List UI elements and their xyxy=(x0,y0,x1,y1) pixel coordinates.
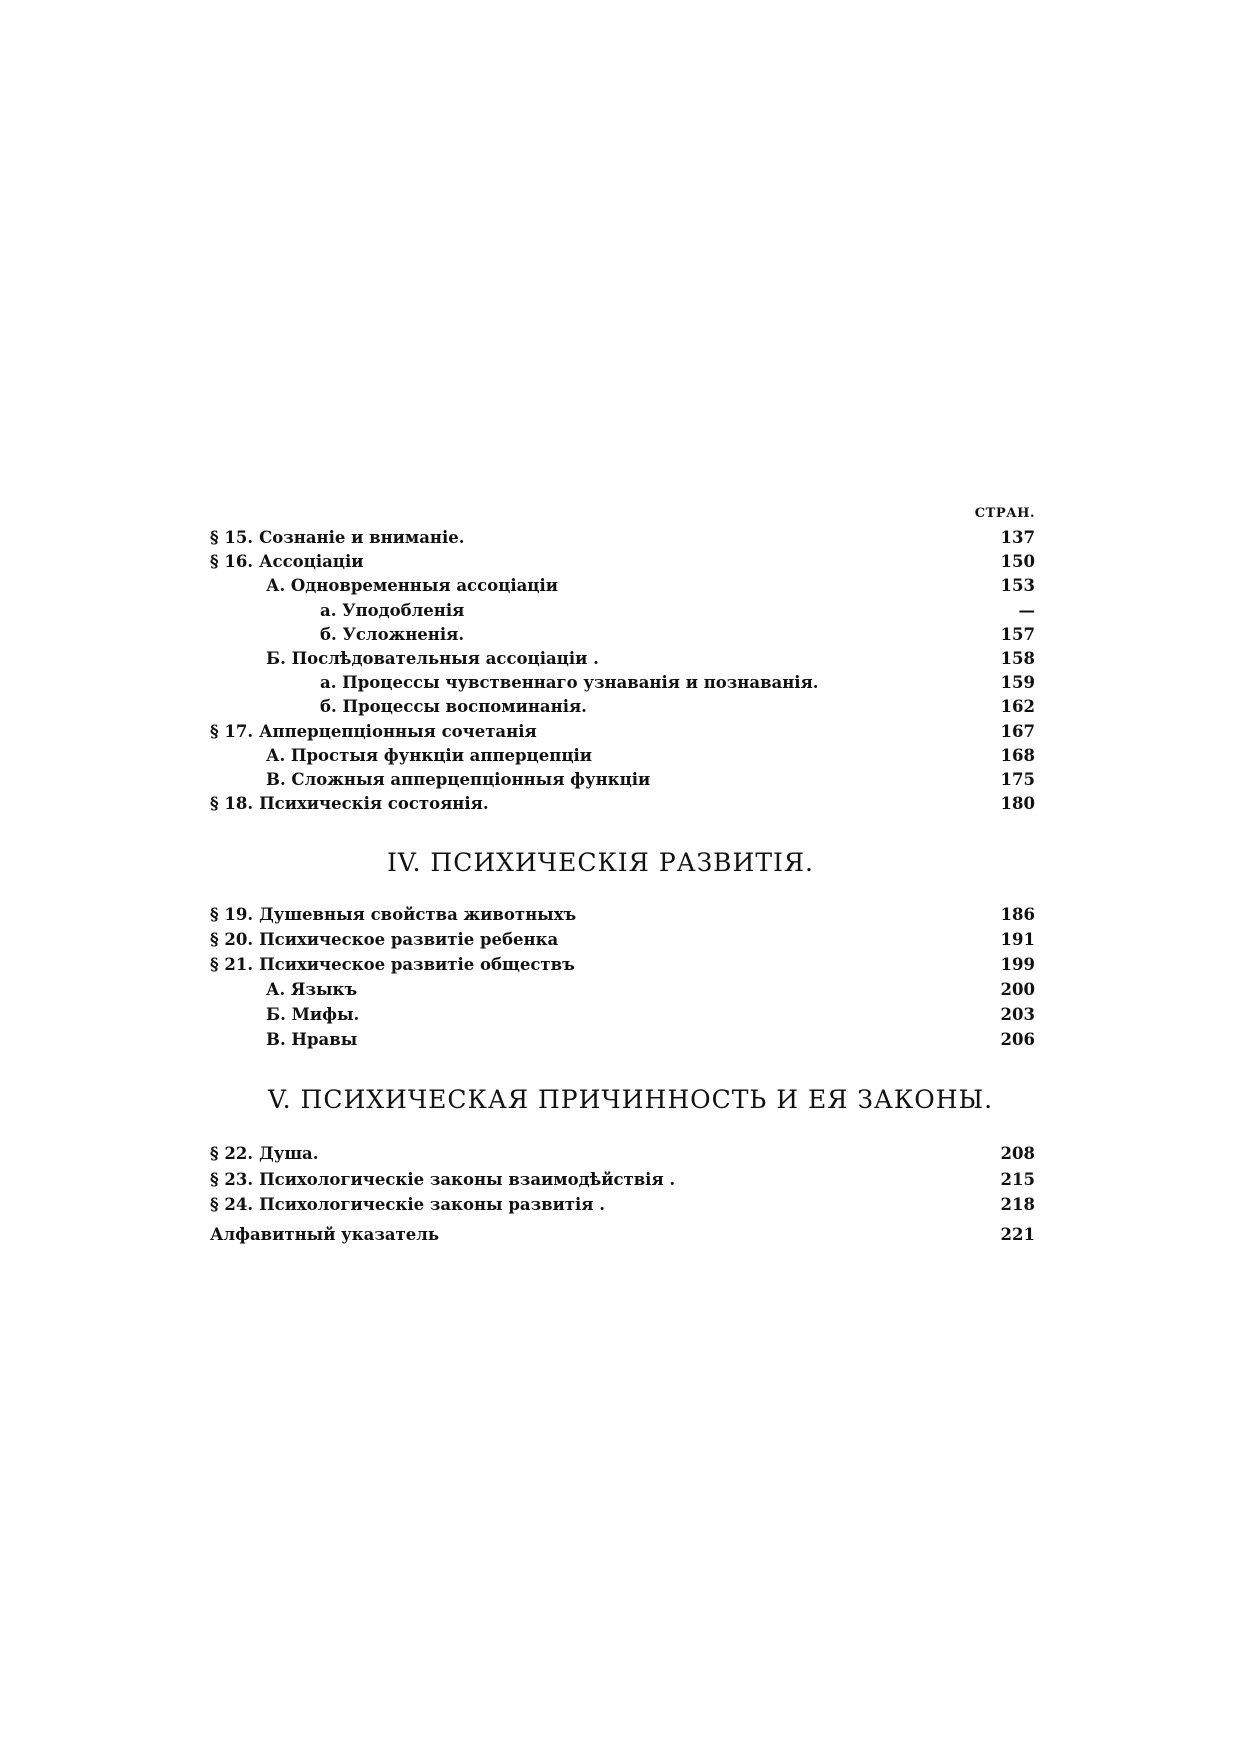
toc-entry xyxy=(210,526,1035,550)
entry-number: § 19. xyxy=(210,905,254,924)
toc-entry xyxy=(210,792,1035,816)
entry-page: 203 xyxy=(1000,1005,1035,1024)
entry-page: 221 xyxy=(1000,1224,1035,1244)
toc-entry xyxy=(210,1141,1035,1167)
toc-part-5 xyxy=(210,1141,1035,1247)
toc-part-4 xyxy=(210,902,1035,1052)
entry-number: § 21. xyxy=(210,955,254,974)
entry-page: 200 xyxy=(1000,980,1035,999)
toc-subentry xyxy=(210,768,1035,792)
entry-number: § 24. xyxy=(210,1195,254,1214)
entry-title: а. Процессы чувственнаго узнаванія и познаванія. xyxy=(320,673,819,693)
toc-subsubentry xyxy=(210,623,1035,647)
toc-subsubentry xyxy=(210,599,1035,623)
toc-subentry xyxy=(210,1027,1035,1052)
entry-page: 206 xyxy=(1000,1030,1035,1049)
entry-number: § 22. xyxy=(210,1144,254,1163)
toc-subentry xyxy=(210,647,1035,671)
entry-title: а. Уподобленія xyxy=(320,600,465,620)
toc-part-3 xyxy=(210,526,1035,816)
entry-title: Алфавитный указатель xyxy=(210,1224,440,1244)
entry-page: — xyxy=(1018,600,1035,620)
entry-number: § 15. xyxy=(210,528,254,547)
entry-title: Психическія состоянія. xyxy=(259,794,489,814)
page-column-header: СТРАН. xyxy=(974,506,1035,521)
toc-entry xyxy=(210,550,1035,574)
entry-title: Б. Послѣдовательныя ассоціаціи . xyxy=(266,648,599,668)
entry-title: Душевныя свойства животныхъ xyxy=(259,905,577,924)
toc-subsubentry xyxy=(210,671,1035,695)
entry-page: 218 xyxy=(1000,1195,1035,1214)
entry-title: Ассоціаціи xyxy=(259,552,364,572)
entry-page: 157 xyxy=(1000,624,1035,644)
entry-title: А. Языкъ xyxy=(266,980,358,999)
entry-page: 215 xyxy=(1000,1169,1035,1189)
entry-title: Психическое развитіе обществъ xyxy=(259,955,575,974)
toc-entry xyxy=(210,720,1035,744)
entry-title: б. Усложненія. xyxy=(320,624,465,644)
entry-page: 159 xyxy=(1000,673,1035,693)
toc-entry xyxy=(210,952,1035,977)
entry-page: 191 xyxy=(1000,930,1035,949)
entry-title: Психологическіе законы взаимодѣйствія . xyxy=(259,1169,676,1189)
entry-page: 199 xyxy=(1000,955,1035,974)
toc-entry xyxy=(210,1167,1035,1193)
entry-number: § 20. xyxy=(210,930,254,949)
entry-title: А. Простыя функціи апперцепціи xyxy=(266,745,593,765)
toc-subsubentry xyxy=(210,695,1035,719)
entry-title: Сознаніе и вниманіе. xyxy=(259,528,465,547)
entry-title: В. Сложныя апперцепціонныя функціи xyxy=(266,769,651,789)
entry-page: 180 xyxy=(1000,794,1035,814)
entry-number: § 17. xyxy=(210,721,254,741)
entry-page: 175 xyxy=(1000,769,1035,789)
entry-title: б. Процессы воспоминанія. xyxy=(320,697,587,717)
toc-entry xyxy=(210,1192,1035,1218)
entry-page: 153 xyxy=(1000,576,1035,596)
entry-title: Апперцепціонныя сочетанія xyxy=(259,721,537,741)
entry-title: А. Одновременныя ассоціаціи xyxy=(266,576,558,596)
toc-subentry xyxy=(210,744,1035,768)
entry-title: Психическое развитіе ребенка xyxy=(259,930,559,949)
section-heading-part-5: V. ПСИХИЧЕСКАЯ ПРИЧИННОСТЬ И ЕЯ ЗАКОНЫ. xyxy=(267,1085,994,1114)
entry-page: 162 xyxy=(1000,697,1035,717)
entry-page: 208 xyxy=(1000,1144,1035,1163)
toc-entry xyxy=(210,902,1035,927)
entry-title: Психологическіе законы развитія . xyxy=(259,1195,605,1214)
entry-page: 168 xyxy=(1000,745,1035,765)
entry-number: § 23. xyxy=(210,1169,254,1189)
toc-entry xyxy=(210,927,1035,952)
entry-number: § 16. xyxy=(210,552,254,572)
entry-page: 167 xyxy=(1000,721,1035,741)
toc-subentry xyxy=(210,977,1035,1002)
entry-page: 137 xyxy=(1000,528,1035,547)
entry-number: § 18. xyxy=(210,794,254,814)
toc-subentry xyxy=(210,574,1035,598)
entry-title: Б. Мифы. xyxy=(266,1005,360,1024)
entry-page: 186 xyxy=(1000,905,1035,924)
entry-title: В. Нравы xyxy=(266,1030,358,1049)
section-heading-part-4: IV. ПСИХИЧЕСКІЯ РАЗВИТІЯ. xyxy=(386,848,815,877)
entry-page: 158 xyxy=(1000,648,1035,668)
toc-index-entry xyxy=(210,1222,1035,1248)
toc-subentry xyxy=(210,1002,1035,1027)
entry-page: 150 xyxy=(1000,552,1035,572)
entry-title: Душа. xyxy=(259,1144,319,1163)
